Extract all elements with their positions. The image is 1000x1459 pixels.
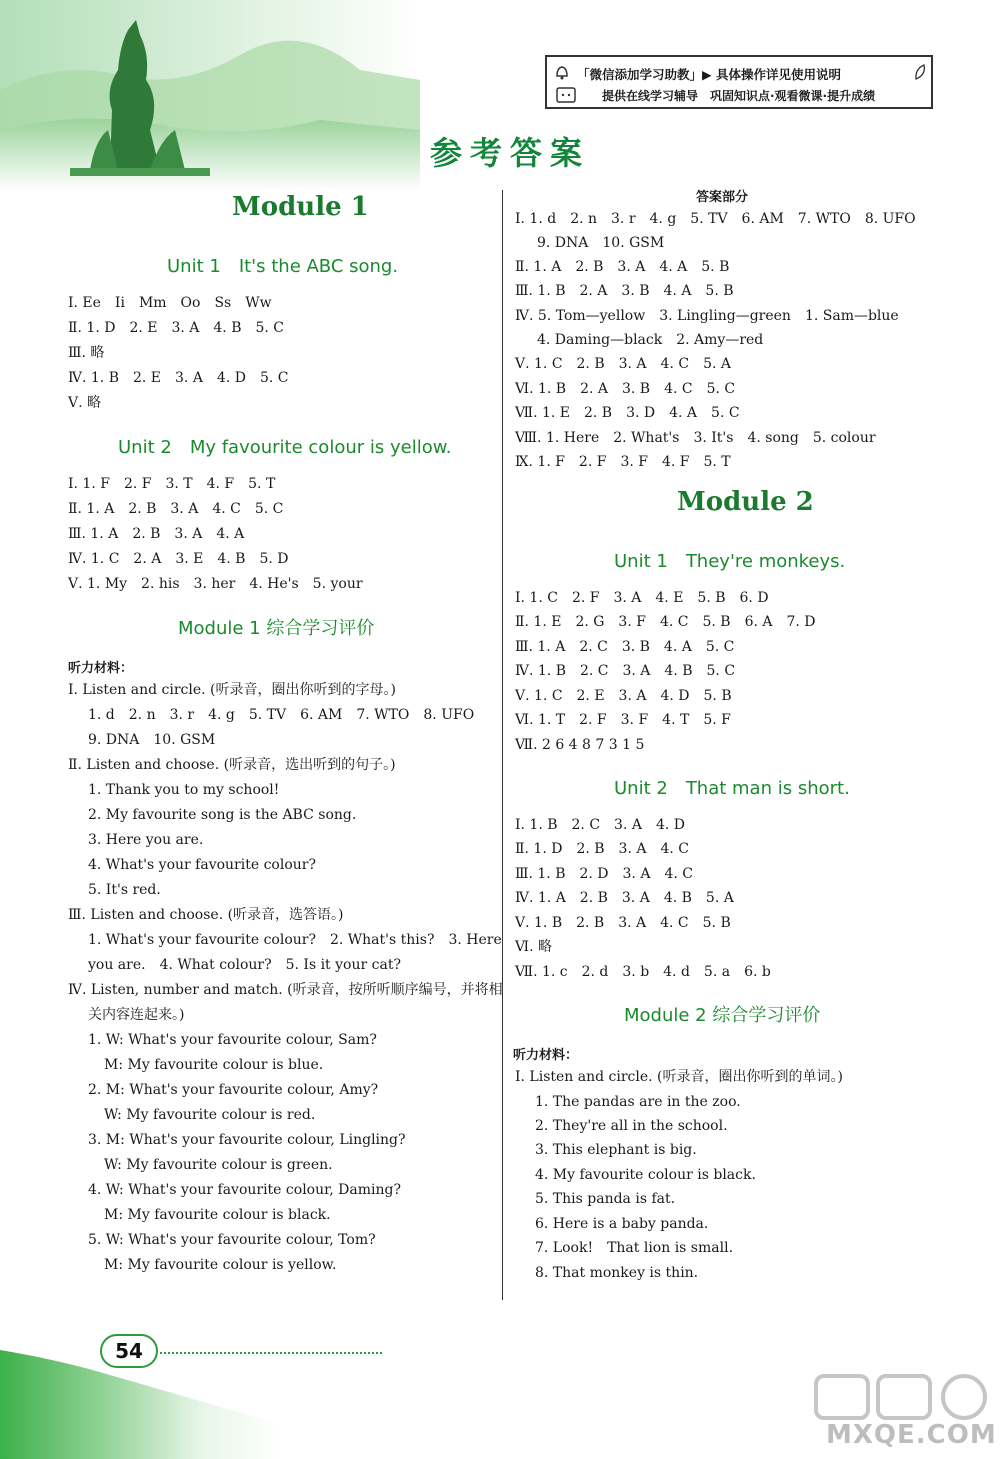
- listening-line: 1. d 2. n 3. r 4. g 5. TV 6. AM 7. WTO 8. UFO: [88, 707, 475, 723]
- listening-line: 5. This panda is fat.: [535, 1191, 676, 1207]
- page-title: 参考答案: [429, 134, 590, 172]
- answers-heading: 答案部分: [696, 190, 749, 205]
- listening-line: Ⅱ. Listen and choose. (听录音，选出听到的句子。): [68, 757, 396, 773]
- answer-line: Ⅵ. 1. T 2. F 3. F 4. T 5. F: [515, 712, 731, 728]
- listening-heading: 听力材料：: [68, 661, 134, 676]
- bell-icon: [553, 63, 571, 81]
- listening-line: M: My favourite colour is blue.: [104, 1057, 324, 1073]
- listening-line: 2. M: What's your favourite colour, Amy?: [88, 1082, 379, 1098]
- listening-line: Ⅲ. Listen and choose. (听录音，选答语。): [68, 907, 344, 923]
- listening-line: 1. The pandas are in the zoo.: [535, 1094, 741, 1110]
- answer-line: Ⅶ. 2 6 4 8 7 3 1 5: [515, 737, 645, 753]
- answer-line: Ⅱ. 1. D 2. E 3. A 4. B 5. C: [68, 320, 285, 336]
- answer-line: Ⅴ. 1. My 2. his 3. her 4. He's 5. your: [68, 576, 363, 592]
- footer-dotted-line: [160, 1352, 382, 1354]
- page-number: 54: [100, 1334, 158, 1368]
- listening-line: Ⅳ. Listen, number and match. (听录音，按所听顺序编号，并将相: [68, 982, 503, 998]
- listening-line: 3. M: What's your favourite colour, Lingling?: [88, 1132, 406, 1148]
- answer-line: Ⅴ. 1. C 2. E 3. A 4. D 5. B: [515, 688, 732, 704]
- answer-line: Ⅳ. 5. Tom—yellow 3. Lingling—green 1. Sam—blue: [515, 308, 899, 324]
- answer-line: Ⅲ. 1. B 2. D 3. A 4. C: [515, 866, 693, 882]
- listening-line: 9. DNA 10. GSM: [88, 732, 216, 748]
- answer-line: Ⅴ. 1. B 2. B 3. A 4. C 5. B: [515, 915, 731, 931]
- listening-line: 3. This elephant is big.: [535, 1142, 697, 1158]
- header-statue-illustration: [0, 0, 420, 190]
- listening-line: M: My favourite colour is black.: [104, 1207, 331, 1223]
- listening-heading: 听力材料：: [513, 1048, 579, 1063]
- wechat-line-1: 「微信添加学习助教」▶ 具体操作详见使用说明: [577, 67, 841, 82]
- answer-line: Ⅰ. 1. B 2. C 3. A 4. D: [515, 817, 685, 833]
- answer-line: Ⅲ. 1. B 2. A 3. B 4. A 5. B: [515, 283, 734, 299]
- listening-line: W: My favourite colour is red.: [104, 1107, 316, 1123]
- listening-line: 4. W: What's your favourite colour, Daming?: [88, 1182, 401, 1198]
- module-2-unit-1-title: Unit 1 They're monkeys.: [614, 551, 846, 572]
- listening-line: you are. 4. What colour? 5. Is it your cat?: [88, 957, 401, 973]
- answer-line: Ⅳ. 1. B 2. E 3. A 4. D 5. C: [68, 370, 289, 386]
- leaf-icon: [913, 63, 927, 81]
- answer-line: Ⅴ. 略: [68, 395, 102, 411]
- module-1-unit-1-title: Unit 1 It's the ABC song.: [167, 256, 399, 277]
- listening-line: 4. My favourite colour is black.: [535, 1167, 756, 1183]
- listening-line: W: My favourite colour is green.: [104, 1157, 333, 1173]
- answer-line: Ⅳ. 1. C 2. A 3. E 4. B 5. D: [68, 551, 289, 567]
- module-1-unit-2-title: Unit 2 My favourite colour is yellow.: [118, 437, 452, 458]
- answer-line: Ⅶ. 1. E 2. B 3. D 4. A 5. C: [515, 405, 740, 421]
- answer-line: Ⅵ. 略: [515, 939, 552, 955]
- listening-line: 7. Look! That lion is small.: [535, 1240, 734, 1256]
- answer-line: Ⅰ. 1. C 2. F 3. A 4. E 5. B 6. D: [515, 590, 769, 606]
- listening-line: 2. My favourite song is the ABC song.: [88, 807, 357, 823]
- listening-line: 5. It's red.: [88, 882, 161, 898]
- column-divider: [502, 190, 503, 1300]
- listening-line: 6. Here is a baby panda.: [535, 1216, 709, 1232]
- answer-line: Ⅰ. Ee Ii Mm Oo Ss Ww: [68, 295, 272, 311]
- answer-line: Ⅱ. 1. D 2. B 3. A 4. C: [515, 841, 689, 857]
- answer-line: 9. DNA 10. GSM: [537, 235, 665, 251]
- watermark-text: MXQE.COM: [826, 1420, 997, 1450]
- module-2-eval-title: Module 2 综合学习评价: [624, 1005, 821, 1026]
- listening-line: M: My favourite colour is yellow.: [104, 1257, 337, 1273]
- listening-line: 1. W: What's your favourite colour, Sam?: [88, 1032, 377, 1048]
- listening-line: 关内容连起来。): [88, 1007, 185, 1023]
- listening-line: Ⅰ. Listen and circle. (听录音，圈出你听到的单词。): [515, 1069, 843, 1085]
- answer-line: Ⅱ. 1. E 2. G 3. F 4. C 5. B 6. A 7. D: [515, 614, 816, 630]
- wechat-line-2: 提供在线学习辅导 巩固知识点·观看微课·提升成绩: [602, 89, 876, 103]
- answer-line: Ⅱ. 1. A 2. B 3. A 4. A 5. B: [515, 259, 730, 275]
- listening-line: 8. That monkey is thin.: [535, 1265, 699, 1281]
- answer-line: Ⅱ. 1. A 2. B 3. A 4. C 5. C: [68, 501, 284, 517]
- answer-line: Ⅶ. 1. c 2. d 3. b 4. d 5. a 6. b: [515, 964, 771, 980]
- listening-line: 1. Thank you to my school!: [88, 782, 280, 798]
- listening-line: 5. W: What's your favourite colour, Tom?: [88, 1232, 376, 1248]
- answer-line: Ⅵ. 1. B 2. A 3. B 4. C 5. C: [515, 381, 736, 397]
- answer-line: Ⅰ. 1. d 2. n 3. r 4. g 5. TV 6. AM 7. WTO 8. UFO: [515, 211, 916, 227]
- listening-line: Ⅰ. Listen and circle. (听录音，圈出你听到的字母。): [68, 682, 396, 698]
- listening-line: 3. Here you are.: [88, 832, 204, 848]
- module-2-title: Module 2: [677, 487, 814, 517]
- answer-line: 4. Daming—black 2. Amy—red: [537, 332, 764, 348]
- listening-line: 4. What's your favourite colour?: [88, 857, 316, 873]
- answer-line: Ⅳ. 1. B 2. C 3. A 4. B 5. C: [515, 663, 736, 679]
- answer-line: Ⅲ. 1. A 2. C 3. B 4. A 5. C: [515, 639, 735, 655]
- answer-line: Ⅲ. 略: [68, 345, 105, 361]
- module-2-unit-2-title: Unit 2 That man is short.: [614, 778, 850, 799]
- answer-line: Ⅳ. 1. A 2. B 3. A 4. B 5. A: [515, 890, 734, 906]
- answer-line: Ⅴ. 1. C 2. B 3. A 4. C 5. A: [515, 356, 731, 372]
- module-1-title: Module 1: [232, 192, 369, 222]
- listening-line: 2. They're all in the school.: [535, 1118, 728, 1134]
- module-1-eval-title: Module 1 综合学习评价: [178, 618, 375, 639]
- answer-line: Ⅷ. 1. Here 2. What's 3. It's 4. song 5. colour: [515, 430, 876, 446]
- listening-line: 1. What's your favourite colour? 2. What's this? 3. Here: [88, 932, 502, 948]
- answer-line: Ⅰ. 1. F 2. F 3. T 4. F 5. T: [68, 476, 276, 492]
- wechat-assistant-box: [545, 55, 933, 109]
- answer-line: Ⅲ. 1. A 2. B 3. A 4. A: [68, 526, 245, 542]
- answer-line: Ⅸ. 1. F 2. F 3. F 4. F 5. T: [515, 454, 731, 470]
- tablet-icon: [555, 85, 577, 105]
